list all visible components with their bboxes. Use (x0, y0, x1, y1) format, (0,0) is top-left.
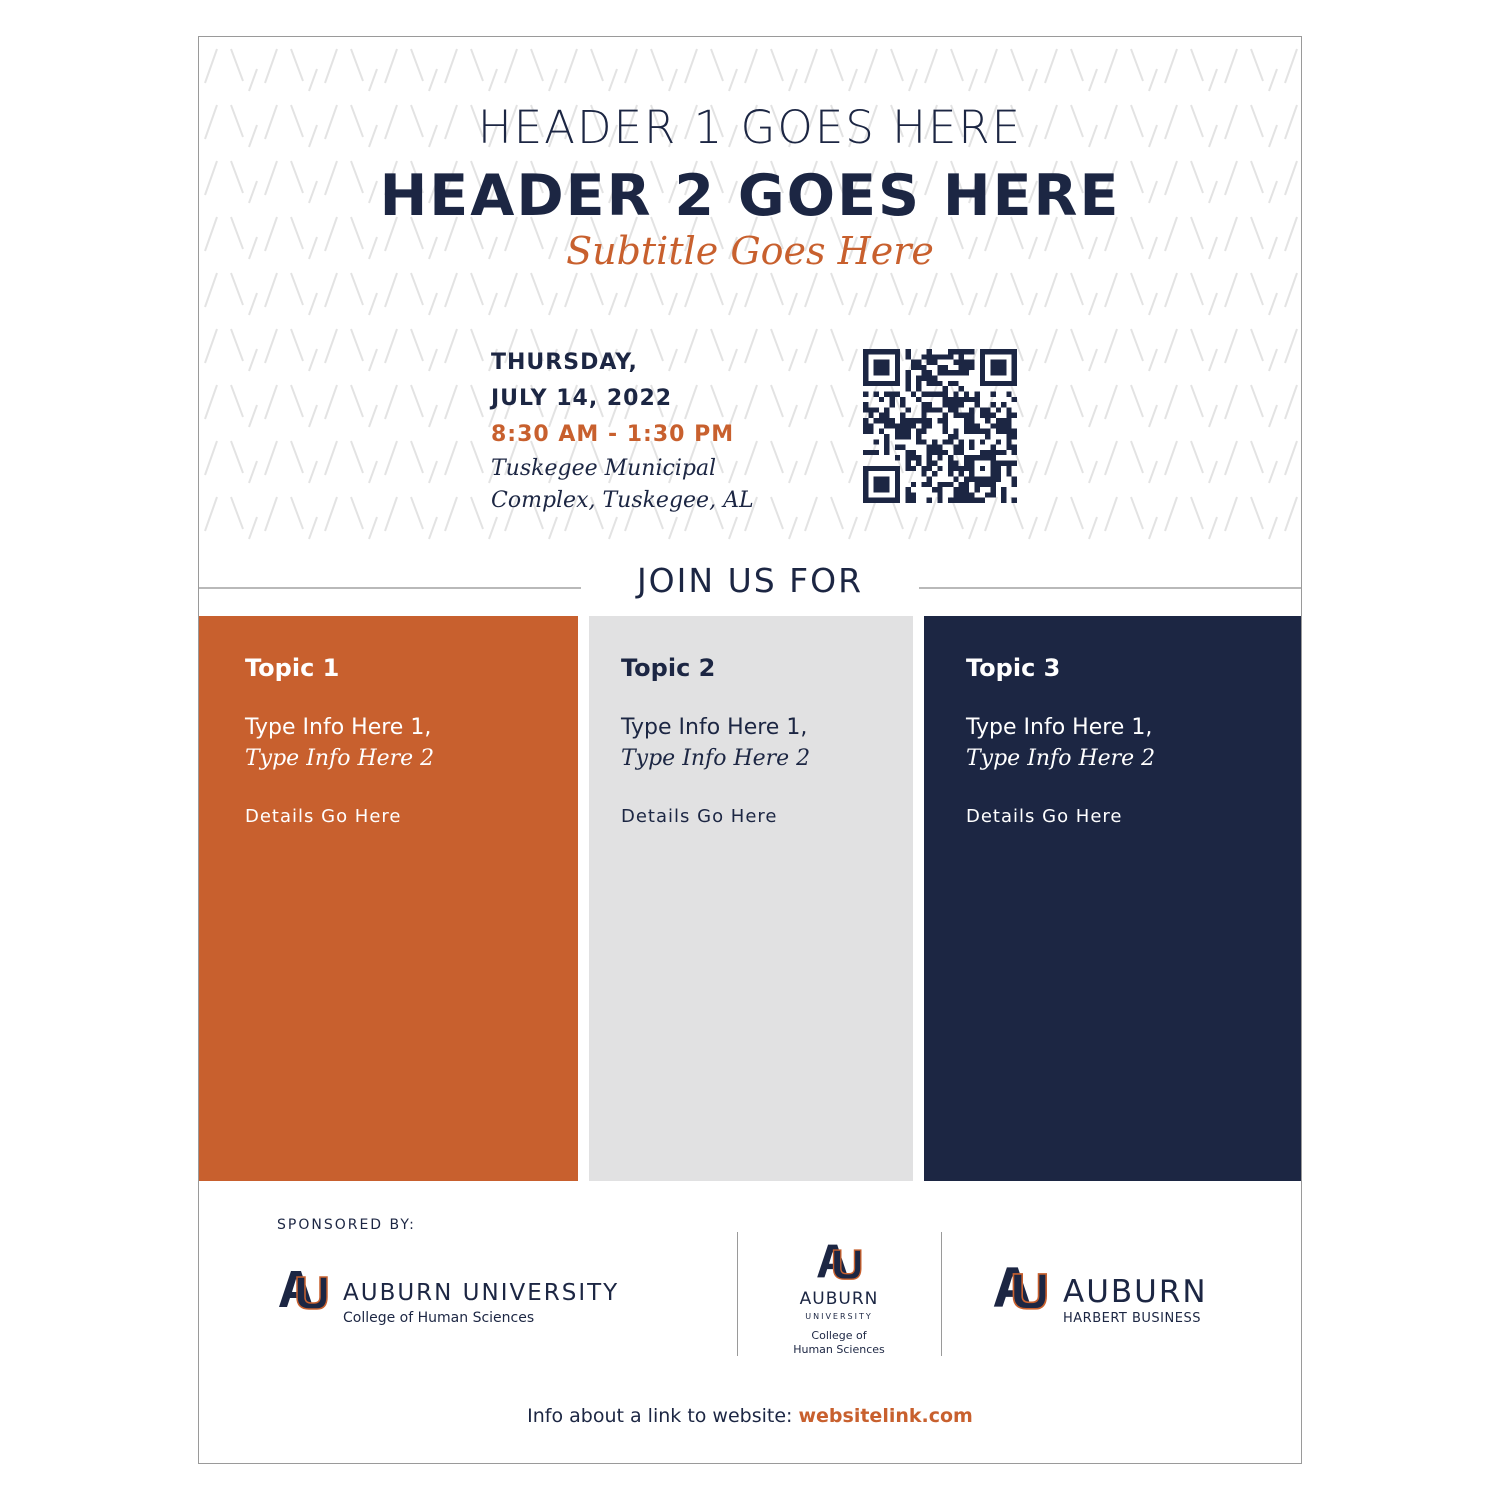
footer-text: Info about a link to website: (527, 1405, 799, 1427)
sponsor2-college-line2: Human Sciences (793, 1343, 885, 1356)
auburn-au-logo-icon (991, 1263, 1049, 1311)
sponsor1-name: AUBURN UNIVERSITY (343, 1280, 620, 1306)
auburn-au-logo-icon (815, 1241, 863, 1281)
topic-info-2: Type Info Here 2 (245, 746, 435, 771)
header-1: HEADER 1 GOES HERE (477, 101, 1023, 154)
sponsor2-college-line1: College of (811, 1329, 867, 1342)
topic-title: Topic 3 (966, 654, 1061, 682)
sponsor1-subtitle: College of Human Sciences (343, 1310, 535, 1326)
divider-right (919, 587, 1301, 589)
sponsor2-university: UNIVERSITY (805, 1312, 873, 1321)
sponsored-by-label: SPONSORED BY: (277, 1217, 416, 1233)
topic-title: Topic 2 (621, 654, 716, 682)
event-flyer (198, 36, 1302, 1464)
topic-details: Details Go Here (966, 806, 1123, 827)
sponsor-divider-2 (941, 1232, 942, 1356)
event-day: THURSDAY, (491, 350, 638, 375)
topic-card-2 (589, 616, 913, 1181)
topic-info-1: Type Info Here 1, (966, 715, 1153, 740)
topic-title: Topic 1 (245, 654, 340, 682)
topic-info-1: Type Info Here 1, (245, 715, 432, 740)
event-location-line1: Tuskegee Municipal (491, 456, 717, 481)
sponsor2-name: AUBURN (799, 1289, 879, 1309)
website-link[interactable]: websitelink.com (798, 1405, 973, 1427)
topic-info-2: Type Info Here 2 (621, 746, 811, 771)
auburn-au-logo-icon (277, 1267, 329, 1311)
qr-code[interactable] (863, 349, 1017, 503)
header-2: HEADER 2 GOES HERE (379, 163, 1121, 229)
event-time: 8:30 AM - 1:30 PM (491, 422, 735, 447)
footer-info (199, 1405, 1301, 1427)
topic-info-1: Type Info Here 1, (621, 715, 808, 740)
topic-details: Details Go Here (245, 806, 402, 827)
sponsor3-subtitle: HARBERT BUSINESS (1063, 1311, 1201, 1326)
topic-card-1 (199, 616, 578, 1181)
sponsor-divider-1 (737, 1232, 738, 1356)
subtitle: Subtitle Goes Here (566, 229, 934, 273)
topic-card-3 (924, 616, 1301, 1181)
event-location-line2: Complex, Tuskegee, AL (491, 488, 754, 513)
divider-left (199, 587, 581, 589)
event-details (491, 345, 831, 517)
join-heading: JOIN US FOR (636, 561, 864, 600)
event-date: JULY 14, 2022 (491, 386, 673, 411)
topic-details: Details Go Here (621, 806, 778, 827)
sponsor3-name: AUBURN (1063, 1274, 1208, 1310)
topic-info-2: Type Info Here 2 (966, 746, 1156, 771)
